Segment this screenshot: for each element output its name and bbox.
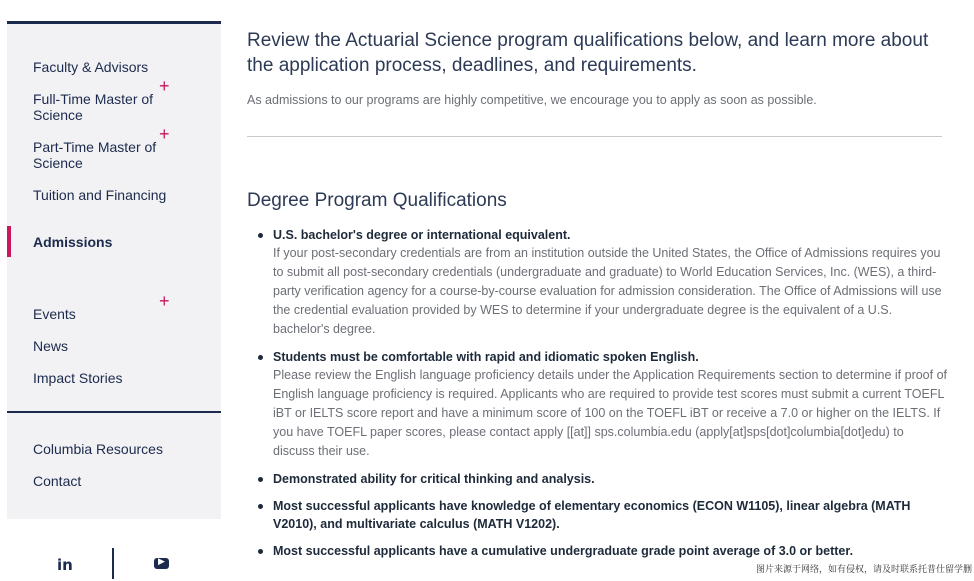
- section-divider: [247, 136, 942, 137]
- sidebar-item-events[interactable]: Events: [33, 306, 76, 322]
- intro-subtext: As admissions to our programs are highly competitive, we encourage you to apply as soon as possible.: [247, 93, 817, 107]
- qualification-body: If your post-secondary credentials are from an institution outside the United States, the Office of Admissions requires you to submit all post-secondary credentials (undergraduate and graduate) to World Education Services, Inc. (WES), a third-party verification agency for a course-by-course evaluation for admission consideration. The Office of Admissions will use the credential evaluation provided by WES to determine if your undergraduate degree is the equivalent of a U.S. bachelor's degree.: [273, 246, 942, 336]
- qualification-title: Students must be comfortable with rapid and idiomatic spoken English.: [273, 350, 699, 364]
- sidebar-item-full-time-ms[interactable]: Full-Time Master of Science: [33, 91, 154, 123]
- section-heading: Degree Program Qualifications: [247, 190, 507, 211]
- qualification-title: Demonstrated ability for critical thinking and analysis.: [273, 472, 595, 486]
- sidebar-item-part-time-ms[interactable]: Part-Time Master of Science: [33, 139, 157, 171]
- social-divider: [112, 548, 114, 579]
- sidebar-item-news[interactable]: News: [33, 338, 69, 354]
- youtube-play-glyph: ▶: [158, 557, 165, 567]
- list-item: [247, 348, 947, 461]
- intro-text: Review the Actuarial Science program qualifications below, and learn more about the application process, deadlines, and requirements.: [247, 30, 929, 76]
- sidebar-item-impact-stories[interactable]: Impact Stories: [33, 370, 123, 386]
- expand-plus-icon[interactable]: +: [159, 76, 170, 96]
- image-watermark: 图片来源于网络，如有侵权，请及时联系托普仕留学删: [755, 565, 972, 575]
- sidebar-item-faculty-advisors[interactable]: Faculty & Advisors: [33, 59, 149, 75]
- list-item: [247, 542, 947, 560]
- list-item: [247, 497, 947, 533]
- qualification-title: Most successful applicants have a cumulative undergraduate grade point average of 3.0 or better.: [273, 544, 854, 558]
- qualifications-list: [247, 226, 947, 569]
- social-links: [7, 540, 221, 581]
- sidebar-item-admissions[interactable]: Admissions: [33, 234, 113, 250]
- active-indicator: [7, 226, 11, 257]
- youtube-icon[interactable]: [154, 558, 169, 569]
- sidebar-nav: [7, 21, 221, 519]
- sidebar-item-contact[interactable]: Contact: [33, 473, 82, 489]
- linkedin-icon[interactable]: in: [57, 556, 73, 574]
- qualification-body: Please review the English language proficiency details under the Application Requirements section to determine if proof of English language proficiency is required. Applicants who are required to provide test scores must submit a current TOEFL iBT or IELTS score report and have a minimum score of 100 on the TOEFL iBT or receive a 7.0 or higher on the IELTS. If you have TOEFL paper scores, please contact apply [[at]] sps.columbia.edu (apply[at]sps[dot]columbia[dot]edu) to discuss their use.: [273, 368, 948, 458]
- list-item: [247, 226, 947, 339]
- list-item: [247, 470, 947, 488]
- sidebar-item-columbia-resources[interactable]: Columbia Resources: [33, 441, 163, 457]
- sidebar-item-tuition-financing[interactable]: Tuition and Financing: [33, 187, 167, 203]
- qualification-title: U.S. bachelor's degree or international equivalent.: [273, 228, 571, 242]
- expand-plus-icon[interactable]: +: [159, 291, 170, 311]
- expand-plus-icon[interactable]: +: [159, 124, 170, 144]
- sidebar-divider: [7, 411, 221, 413]
- qualification-title: Most successful applicants have knowledge of elementary economics (ECON W1105), linear algebra (MATH V2010), and multivariate calculus (MATH V1202).: [273, 499, 911, 531]
